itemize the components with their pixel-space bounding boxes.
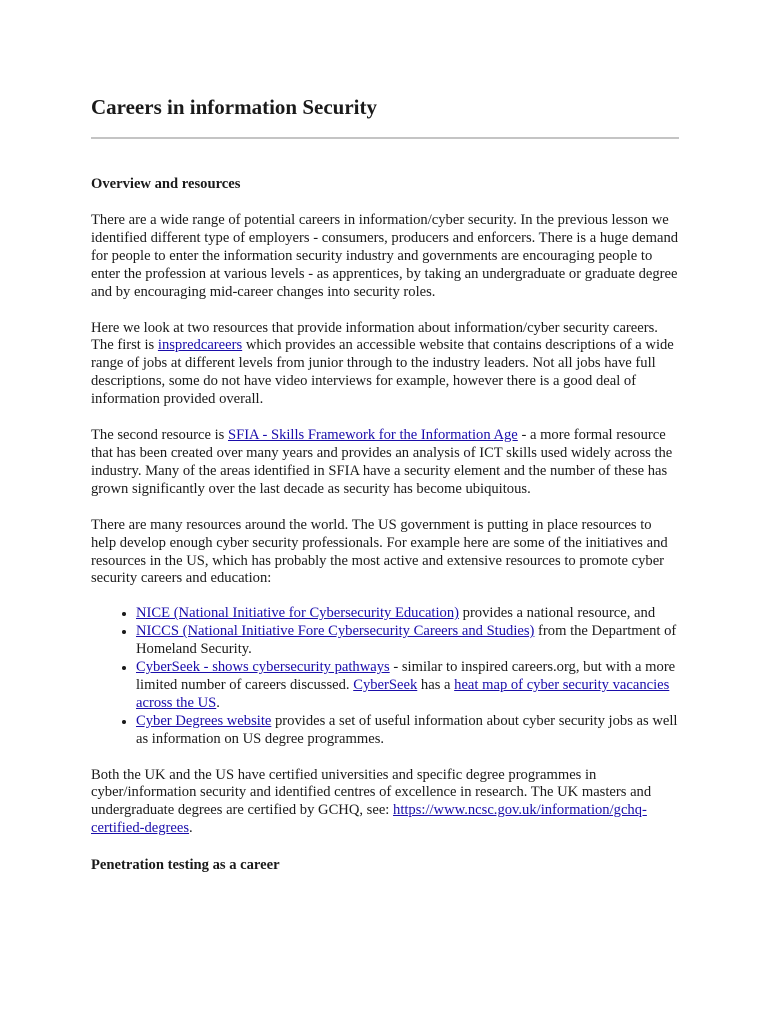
title-divider xyxy=(91,137,679,139)
list-item xyxy=(136,605,679,623)
list-item-text: provides a national resource, and xyxy=(459,605,656,622)
list-item xyxy=(136,713,679,749)
heat-map-link[interactable]: heat map of cyber security vacancies across the US xyxy=(136,676,670,711)
sfia-text-1: The second resource is xyxy=(91,427,228,444)
list-item-text: - similar to inspired careers.org, but with a more limited number of careers discussed. xyxy=(136,659,676,693)
list-item-text: provides a set of useful information about cyber security jobs as well as information on US degree programmes. xyxy=(136,712,678,747)
intro-paragraph: There are a wide range of potential careers in information/cyber security. In the previous lesson we identified different type of employers - consumers, producers and enforcers. There is a huge demand for people to enter the information security industry and governments are encouraging people to enter the profession at various levels - as apprentices, by taking an undergraduate or graduate degree and by encouraging mid-career changes into security roles. xyxy=(91,212,679,300)
cyber-degrees-link[interactable]: Cyber Degrees website xyxy=(136,712,272,729)
list-item xyxy=(136,623,679,659)
list-item xyxy=(136,659,679,713)
list-item-text: . xyxy=(216,694,220,711)
gchq-text-1: Both the UK and the US have certified universities and specific degree programmes in cyber/information security and identified centres of excellence in research. The UK masters and undergraduate degrees are certified by GCHQ, see: xyxy=(91,766,652,819)
resources-paragraph xyxy=(91,320,679,410)
list-item-text: has a xyxy=(417,676,455,693)
sfia-text-2: - a more formal resource that has been created over many years and provides an analysis of ICT skills used widely across the industry. Many of the areas identified in SFIA have a security element and the number of these has grown significantly over the last decade as security has become ubiquitous. xyxy=(91,427,673,497)
document-content xyxy=(91,93,679,874)
list-item-text: from the Department of Homeland Security. xyxy=(136,623,677,658)
resources-text-2: which provides an accessible website that contains descriptions of a wide range of jobs at different levels from junior through to the industry leaders. Not all jobs have full descriptions, some do not have video interviews for example, however there is a good deal of information provided overall. xyxy=(91,337,674,408)
sfia-paragraph xyxy=(91,427,679,499)
overview-heading: Overview and resources xyxy=(91,176,241,192)
pentest-heading: Penetration testing as a career xyxy=(91,857,280,874)
us-resources-list xyxy=(91,605,679,748)
nice-link[interactable]: NICE (National Initiative for Cybersecurity Education) xyxy=(136,605,459,622)
gchq-text-2: . xyxy=(189,820,193,837)
gchq-paragraph xyxy=(91,767,679,839)
resources-text-1: Here we look at two resources that provide information about information/cyber security careers. The first is xyxy=(91,319,658,354)
cyberseek-link[interactable]: CyberSeek xyxy=(353,676,418,693)
us-resources-paragraph: There are many resources around the world. The US government is putting in place resources to help develop enough cyber security professionals. For example here are some of the initiatives and resources in the US, which has probably the most active and extensive resources to promote cyber security careers and education: xyxy=(91,516,668,587)
cyberseek-pathways-link[interactable]: CyberSeek - shows cybersecurity pathways xyxy=(136,659,390,676)
sfia-link[interactable]: SFIA - Skills Framework for the Information Age xyxy=(227,427,518,444)
inspiredcareers-link[interactable]: inspredcareers xyxy=(157,337,243,354)
niccs-link[interactable]: NICCS (National Initiative Fore Cybersecurity Careers and Studies) xyxy=(136,623,535,640)
page-title: Careers in information Security xyxy=(91,95,377,119)
ncsc-link[interactable]: https://www.ncsc.gov.uk/information/gchq-certified-degrees xyxy=(91,802,647,837)
